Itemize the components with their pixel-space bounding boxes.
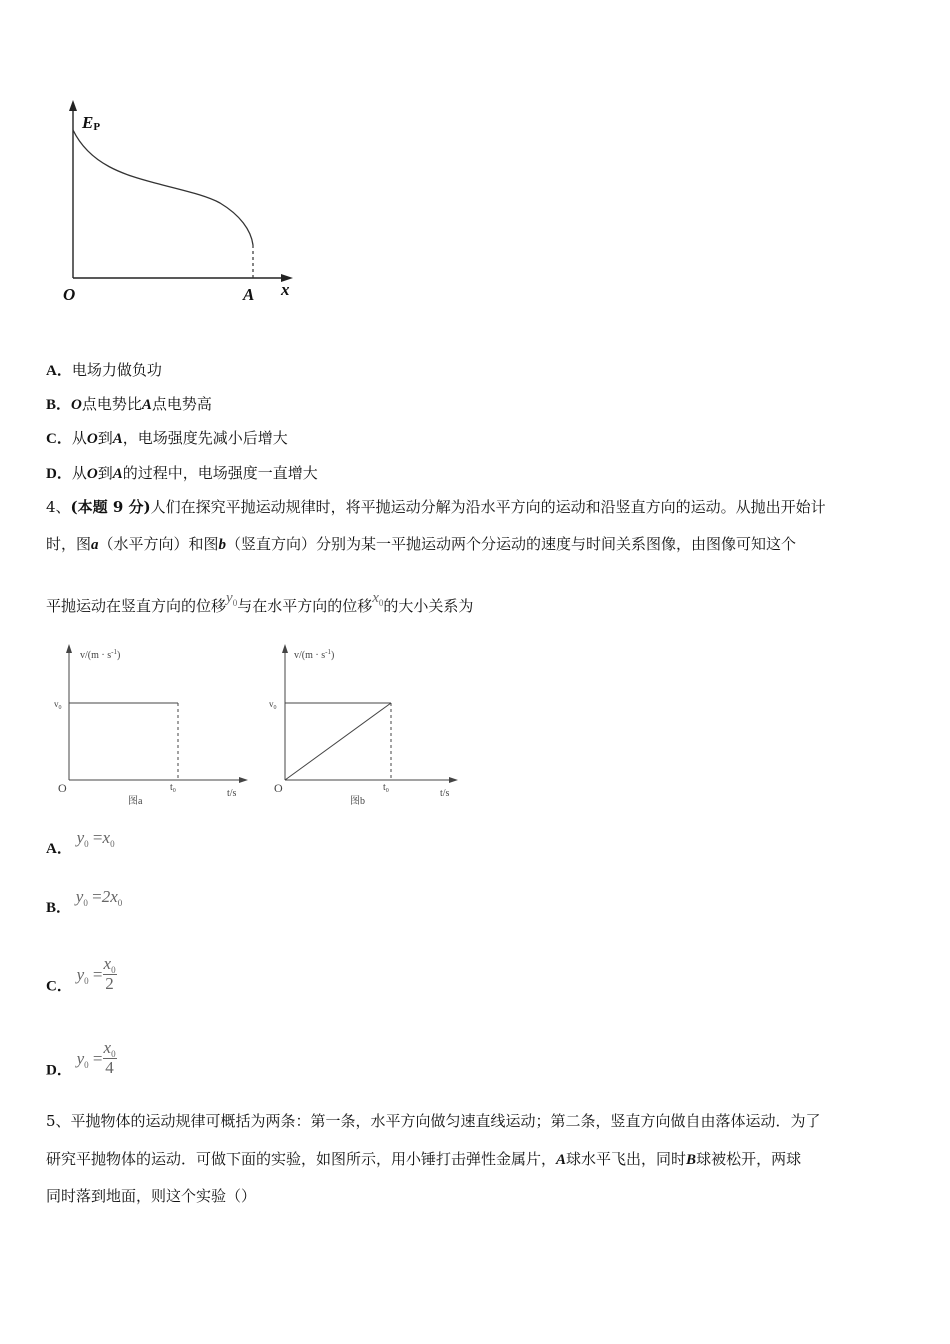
q3-option-b[interactable]: B．O点电势比A点电势高 (46, 395, 212, 413)
graph-b-x-label: t/s (440, 788, 450, 799)
graph-b (266, 640, 466, 812)
q4-line-1: 4、(本题 9 分)人们在探究平抛运动规律时，将平抛运动分解为沿水平方向的运动和沿竖直方向的运动。从抛出开始计 (46, 498, 826, 516)
ep-axis-arrow (69, 100, 77, 111)
q4-option-c-formula: $y_0$ = $\frac{x_0}{2}$ (76, 954, 116, 993)
graph-b-v0-label: $v_0$ (269, 699, 277, 711)
graph-a-v0-label: $v_0$ (54, 699, 62, 711)
q5-line-2: 研究平抛物体的运动．可做下面的实验，如图所示，用小锤打击弹性金属片，A球水平飞出，同时B球被松开，两球 (46, 1150, 802, 1168)
origin-label: O (63, 285, 76, 304)
q4-line-3: 平抛运动在竖直方向的位移$y_0$与在水平方向的位移$x_0$的大小关系为 (46, 590, 474, 615)
q4-option-d-formula: $y_0$ = $\frac{x_0}{4}$ (76, 1038, 116, 1077)
q4-option-b[interactable]: B． $y_0 =2x_0$ (46, 887, 123, 916)
q3-option-a[interactable]: A．电场力做负功 (46, 361, 162, 379)
point-a-label: A (243, 285, 255, 304)
graph-a (50, 640, 250, 812)
y0-symbol: $y_0$ (226, 590, 238, 608)
graph-b-caption: 图b (350, 796, 365, 807)
q4-option-d[interactable]: D． $y_0$ = $\frac{x_0}{4}$ (46, 1038, 116, 1079)
q4-option-a-formula: $y_0 =x_0$ (76, 828, 115, 849)
graph-a-y-label: $v/(m \cdot s^{-1})$ (80, 648, 121, 661)
q4-option-a[interactable]: A． $y_0 =x_0$ (46, 828, 115, 857)
graph-b-y-label: $v/(m \cdot s^{-1})$ (294, 648, 335, 661)
q4-line-2: 时，图a（水平方向）和图b（竖直方向）分别为某一平抛运动两个分运动的速度与时间关系图像，由图像可知这个 (46, 535, 797, 553)
ep-label: EP (82, 113, 101, 133)
ep-curve (73, 130, 253, 245)
graph-b-origin: O (274, 781, 283, 795)
ep-x-graph (55, 95, 305, 310)
graph-a-t0-label: $t_0$ (170, 782, 176, 794)
graph-a-caption: 图a (128, 796, 143, 807)
graph-a-v-arrow (66, 644, 72, 653)
graph-b-v-arrow (282, 644, 288, 653)
graph-b-velocity-line (285, 703, 391, 780)
q3-option-d[interactable]: D．从O到A的过程中，电场强度一直增大 (46, 464, 318, 482)
q5-line-1: 5、平抛物体的运动规律可概括为两条：第一条，水平方向做匀速直线运动；第二条，竖直方向做自由落体运动．为了 (46, 1112, 821, 1130)
q4-option-c[interactable]: C． $y_0$ = $\frac{x_0}{2}$ (46, 954, 116, 995)
q5-line-3: 同时落到地面，则这个实验（） (46, 1187, 257, 1205)
q3-option-c[interactable]: C．从O到A，电场强度先减小后增大 (46, 429, 288, 447)
x-label: x (281, 280, 290, 299)
graph-a-t-arrow (239, 777, 248, 783)
graph-a-x-label: t/s (227, 788, 237, 799)
graph-a-origin: O (58, 781, 67, 795)
graph-b-t-arrow (449, 777, 458, 783)
graph-b-t0-label: $t_0$ (383, 782, 389, 794)
q4-option-b-formula: $y_0 =2x_0$ (75, 887, 123, 908)
x0-symbol: $x_0$ (372, 590, 384, 608)
